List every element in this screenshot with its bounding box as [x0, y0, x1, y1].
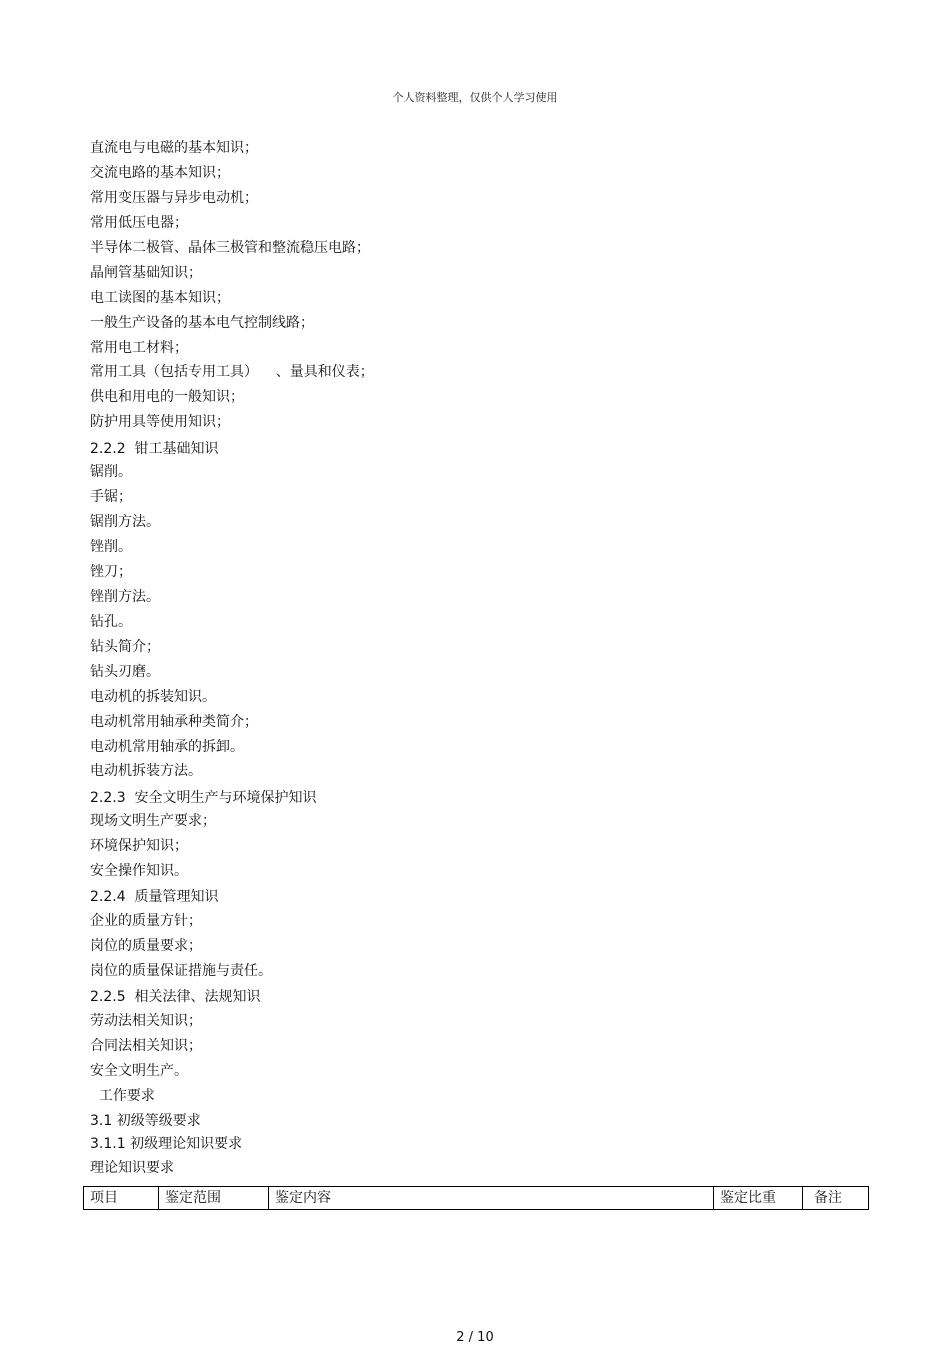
document-body: [90, 138, 870, 1178]
section-heading: 3.1 初级等级要求: [90, 1112, 201, 1129]
body-line: 手锯；: [90, 489, 132, 506]
body-line: 安全文明生产。: [90, 1062, 188, 1079]
body-line: 半导体二极管、晶体三极管和整流稳压电路；: [90, 239, 370, 256]
subsection-heading: 3.1.1 初级理论知识要求: [90, 1136, 243, 1153]
body-line: 电工读图的基本知识；: [90, 289, 230, 306]
page-header-note: 个人资料整理，仅供个人学习使用: [392, 91, 558, 104]
body-line: 岗位的质量要求；: [90, 938, 202, 954]
column-header-remark: 备注: [803, 1187, 869, 1210]
body-line: 晶闸管基础知识；: [90, 264, 202, 281]
body-line: 常用电工材料；: [90, 339, 188, 356]
body-line: 电动机拆装方法。: [90, 763, 202, 780]
body-line: 锉削方法。: [90, 588, 160, 605]
body-line: 常用低压电器；: [90, 214, 188, 231]
body-line: 岗位的质量保证措施与责任。: [90, 962, 272, 979]
body-line: 电动机常用轴承种类简介；: [90, 713, 258, 730]
column-header-content: 鉴定内容: [269, 1187, 714, 1210]
section-heading: 2.2.2 钳工基础知识: [90, 440, 219, 457]
body-line: 供电和用电的一般知识；: [90, 389, 244, 406]
body-line: 安全操作知识。: [90, 863, 188, 880]
body-line: 交流电路的基本知识；: [90, 164, 230, 181]
body-line: 电动机的拆装知识。: [90, 688, 216, 705]
body-line: 电动机常用轴承的拆卸。: [90, 738, 244, 755]
section-heading: 2.2.3 安全文明生产与环境保护知识: [90, 789, 317, 806]
body-line: 环境保护知识；: [90, 838, 188, 855]
body-line: 锯削。: [90, 464, 132, 481]
body-line: 防护用具等使用知识；: [90, 414, 230, 431]
body-line: 劳动法相关知识；: [90, 1012, 202, 1029]
body-line: 合同法相关知识；: [90, 1037, 202, 1054]
column-header-weight: 鉴定比重: [714, 1187, 803, 1210]
body-line: 锉刀；: [90, 563, 132, 580]
body-line: 钻孔。: [90, 613, 132, 630]
body-line: 常用工具（包括专用工具） 、量具和仪表；: [90, 364, 374, 381]
body-line: 锉削。: [90, 539, 132, 555]
body-line: 企业的质量方针；: [90, 913, 202, 930]
body-line: 钻头简介；: [90, 638, 160, 655]
body-line: 现场文明生产要求；: [90, 813, 216, 830]
chapter-heading: 工作要求: [90, 1087, 155, 1104]
section-heading: 2.2.4 质量管理知识: [90, 889, 219, 906]
page-number: 2 / 10: [456, 1330, 494, 1345]
body-line: 一般生产设备的基本电气控制线路；: [90, 314, 314, 331]
section-heading: 2.2.5 相关法律、法规知识: [90, 989, 261, 1006]
body-line: 直流电与电磁的基本知识；: [90, 140, 258, 156]
table-caption: 理论知识要求: [90, 1159, 174, 1176]
body-line: 钻头刃磨。: [90, 663, 160, 680]
column-header-scope: 鉴定范围: [159, 1187, 269, 1210]
body-line: 锯削方法。: [90, 514, 160, 531]
body-line: 常用变压器与异步电动机；: [90, 189, 258, 206]
requirements-table: [83, 1186, 869, 1210]
column-header-item: 项目: [84, 1187, 159, 1210]
table-header-row: [84, 1187, 869, 1210]
